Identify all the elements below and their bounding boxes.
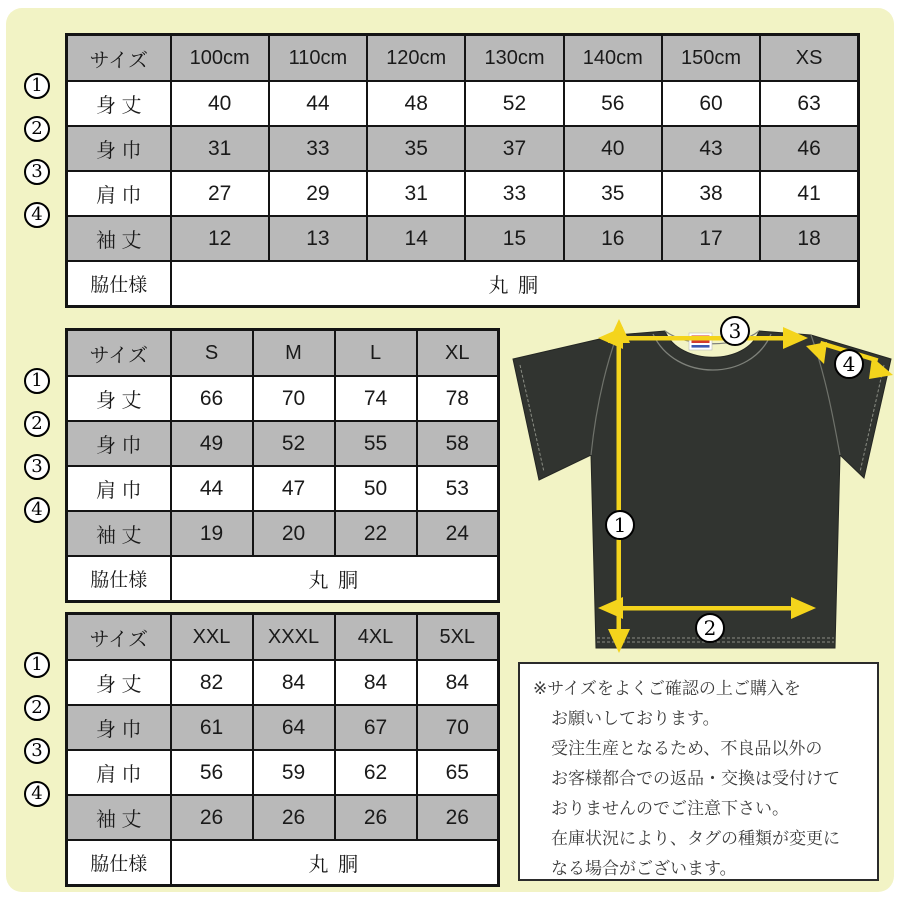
row-label: 肩 巾 [67,171,171,216]
size-cell: 59 [253,750,335,795]
row-label: 身 巾 [67,705,171,750]
size-cell: 43 [662,126,760,171]
size-cell: 26 [253,795,335,840]
row-label: 袖 丈 [67,795,171,840]
row-marker-circle: 3 [24,159,50,185]
kids-size-table-wrap [20,33,857,298]
column-header: M [253,330,335,377]
size-cell: 48 [367,81,465,126]
size-cell: 24 [417,511,499,556]
size-cell: 26 [171,795,253,840]
side-spec-value: 丸 胴 [171,261,859,307]
note-line: ※サイズをよくご確認の上ご購入を [533,679,801,698]
marker-2: 2 [703,616,717,640]
size-cell: 41 [760,171,858,216]
size-cell: 35 [564,171,662,216]
note-line: おりませんのでご注意下さい。 [551,799,789,818]
size-cell: 53 [417,466,499,511]
column-header: 4XL [335,614,417,661]
size-cell: 40 [171,81,269,126]
row-label: 身 丈 [67,660,171,705]
size-cell: 15 [465,216,563,261]
note-line: 受注生産となるため、不良品以外の [551,739,823,758]
size-cell: 56 [171,750,253,795]
row-marker-circle: 2 [24,695,50,721]
note-line: 在庫状況により、タグの種類が変更に [551,829,840,848]
size-cell: 63 [760,81,858,126]
row-marker-circle: 4 [24,202,50,228]
size-cell: 62 [335,750,417,795]
column-header: 5XL [417,614,499,661]
size-cell: 60 [662,81,760,126]
row-marker-circle: 2 [24,116,50,142]
side-spec-value: 丸 胴 [171,840,499,886]
size-cell: 13 [269,216,367,261]
size-cell: 84 [253,660,335,705]
size-cell: 27 [171,171,269,216]
row-marker-circle: 1 [24,368,50,394]
marker-1: 1 [613,513,627,537]
size-cell: 17 [662,216,760,261]
adult-size-table [65,328,500,603]
note-line: お願いしております。 [551,709,720,728]
row-marker-circle: 3 [24,454,50,480]
size-cell: 55 [335,421,417,466]
column-header: XXL [171,614,253,661]
size-cell: 26 [335,795,417,840]
column-header: 110cm [269,35,367,82]
size-cell: 66 [171,376,253,421]
size-cell: 64 [253,705,335,750]
size-cell: 31 [367,171,465,216]
marker-4: 4 [842,352,856,376]
row-marker-gutter [20,612,65,877]
side-spec-value: 丸 胴 [171,556,499,602]
size-cell: 78 [417,376,499,421]
size-cell: 18 [760,216,858,261]
row-marker-circle: 3 [24,738,50,764]
size-cell: 12 [171,216,269,261]
column-header: 130cm [465,35,563,82]
column-header: 150cm [662,35,760,82]
size-cell: 20 [253,511,335,556]
column-header: XL [417,330,499,377]
row-marker-gutter [20,328,65,593]
column-header: XS [760,35,858,82]
side-spec-label: 脇仕様 [67,840,171,886]
column-header: 140cm [564,35,662,82]
size-cell: 47 [253,466,335,511]
size-cell: 84 [417,660,499,705]
collar-brand-tag [689,333,712,350]
column-header: L [335,330,417,377]
size-cell: 52 [253,421,335,466]
size-cell: 38 [662,171,760,216]
size-cell: 50 [335,466,417,511]
size-cell: 67 [335,705,417,750]
row-marker-circle: 4 [24,497,50,523]
row-marker-gutter [20,33,65,298]
column-header: S [171,330,253,377]
size-cell: 52 [465,81,563,126]
tshirt-body [513,331,891,648]
column-header: 120cm [367,35,465,82]
size-cell: 44 [269,81,367,126]
row-label: 身 丈 [67,81,171,126]
size-cell: 58 [417,421,499,466]
size-cell: 70 [417,705,499,750]
note-line: お客様都合での返品・交換は受付けて [551,769,840,788]
size-cell: 74 [335,376,417,421]
tshirt-measure-diagram [503,312,893,657]
column-header: XXXL [253,614,335,661]
side-spec-label: 脇仕様 [67,556,171,602]
marker-3: 3 [728,319,742,343]
row-label: 袖 丈 [67,511,171,556]
size-cell: 35 [367,126,465,171]
size-cell: 49 [171,421,253,466]
size-cell: 26 [417,795,499,840]
adult-size-table-wrap [20,328,497,593]
big-size-table [65,612,500,887]
row-marker-circle: 1 [24,73,50,99]
row-label: 身 巾 [67,421,171,466]
size-cell: 16 [564,216,662,261]
row-marker-circle: 2 [24,411,50,437]
row-label: 身 丈 [67,376,171,421]
row-label: 身 巾 [67,126,171,171]
row-marker-circle: 1 [24,652,50,678]
size-cell: 33 [465,171,563,216]
kids-size-table [65,33,860,308]
size-cell: 19 [171,511,253,556]
size-cell: 14 [367,216,465,261]
purchase-note-box [518,662,879,881]
big-size-table-wrap [20,612,497,877]
row-marker-circle: 4 [24,781,50,807]
row-label: 袖 丈 [67,216,171,261]
size-header-label: サイズ [67,330,171,377]
size-cell: 44 [171,466,253,511]
size-cell: 31 [171,126,269,171]
size-cell: 46 [760,126,858,171]
note-line: なる場合がございます。 [551,859,737,878]
size-cell: 37 [465,126,563,171]
size-cell: 65 [417,750,499,795]
row-label: 肩 巾 [67,466,171,511]
size-cell: 61 [171,705,253,750]
size-cell: 70 [253,376,335,421]
side-spec-label: 脇仕様 [67,261,171,307]
size-cell: 82 [171,660,253,705]
size-cell: 40 [564,126,662,171]
size-cell: 33 [269,126,367,171]
size-cell: 22 [335,511,417,556]
row-label: 肩 巾 [67,750,171,795]
size-cell: 84 [335,660,417,705]
size-header-label: サイズ [67,614,171,661]
column-header: 100cm [171,35,269,82]
size-cell: 56 [564,81,662,126]
size-cell: 29 [269,171,367,216]
size-header-label: サイズ [67,35,171,82]
